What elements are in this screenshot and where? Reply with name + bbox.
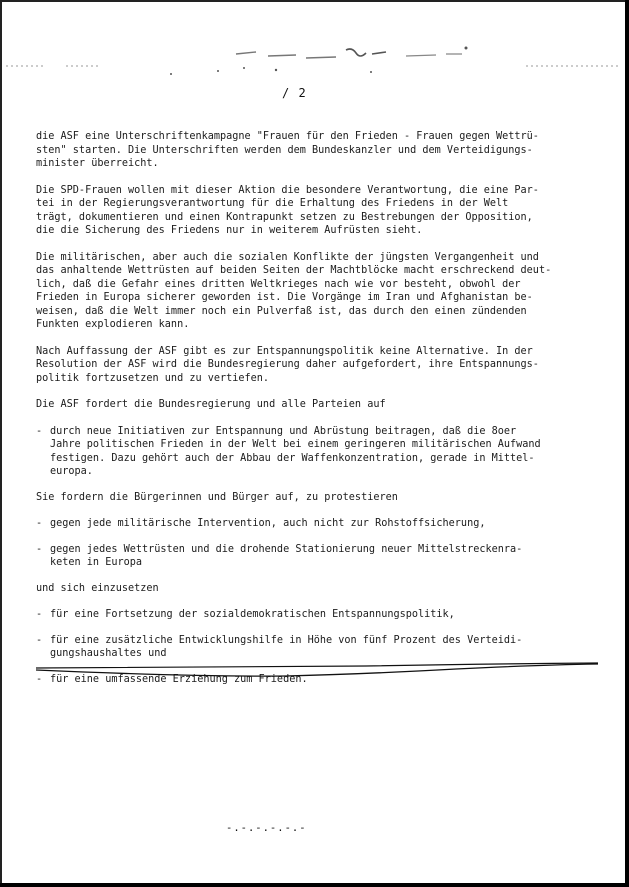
paragraph: und sich einzusetzen [36,582,159,594]
bullet-dash: - [36,609,43,620]
paragraph: die ASF eine Unterschriftenkampagne "Frauen für den Frieden - Frauen gegen Wettrü- sten" starten. Die Unterschriften werden dem Bundeskanzler und dem Verteidigungs- minister überreicht. [36,131,539,169]
paragraph: Die ASF fordert die Bundesregierung und alle Parteien auf [36,399,386,410]
scan-edge-top [0,0,629,2]
list-item-text: für eine umfassende Erziehung zum Frieden. [50,673,308,685]
list-item-text: für eine zusätzliche Entwicklungshilfe in Höhe von fünf Prozent des Verteidi- gungshaushaltes und [50,634,523,659]
list-item [36,517,591,531]
document-body [36,130,591,698]
end-mark: -.-.-.-.-.- [226,822,307,834]
bullet-dash: - [36,673,43,685]
scan-edge-left [0,0,2,887]
paragraph: Nach Auffassung der ASF gibt es zur Entspannungspolitik keine Alternative. In der Resolution der ASF wird die Bundesregierung daher aufgefordert, ihre Entspannungs- politik fortzusetzen und zu vertiefen. [36,345,539,384]
bullet-dash: - [36,543,43,555]
bullet-dash: - [36,634,43,646]
list-item-text: gegen jedes Wettrüsten und die drohende Stationierung neuer Mittelstreckenra- keten in Europa [50,543,523,568]
paragraph: Die SPD-Frauen wollen mit dieser Aktion die besondere Verantwortung, die eine Par- tei in der Regierungsverantwortung für die Erhaltung des Friedens in der Welt trägt, dokumentieren und einen Kontrapunkt setzen zu Bestrebungen der Opposition, die die Sicherung des Friedens nur in weiterem Aufrüsten sieht. [36,184,539,236]
bullet-dash: - [36,425,43,437]
list-item-text: für eine Fortsetzung der sozialdemokratischen Entspannungspolitik, [50,609,455,620]
paragraph: Sie fordern die Bürgerinnen und Bürger auf, zu protestieren [36,491,398,503]
paragraph: Die militärischen, aber auch die sozialen Konflikte der jüngsten Vergangenheit und das anhaltende Wettrüsten auf beiden Seiten der Machtblöcke macht erschreckend deut- lich, daß die Gefahr eines dritten Weltkrieges nach wie vor besteht, obwohl der Frieden in Europa sicherer geworden ist. Die Vorgänge im Iran und Afghanistan be- weisen, daß die Welt immer noch ein Pulverfaß ist, das durch den einen zündenden Funkten explodieren kann. [36,251,552,330]
scan-edge-bottom [0,883,629,887]
scan-edge-right [625,0,629,887]
list-item-text: durch neue Initiativen zur Entspannung und Abrüstung beitragen, daß die 8oer Jahre politischen Frieden in der Welt bei einem geringeren militärischen Aufwand festigen. Dazu gehört auch der Abbau der Waffenkonzentration, gerade in Mittel- europa. [50,425,541,477]
bullet-dash: - [36,518,43,529]
list-item-text: gegen jede militärische Intervention, auch nicht zur Rohstoffsicherung, [50,518,486,529]
hand-drawn-underline [36,661,598,679]
page-number: / 2 [282,86,307,100]
list-item [36,425,591,479]
list-item [36,543,591,570]
header-scan-artifact [6,46,618,76]
list-item [36,634,591,661]
list-item [36,608,591,622]
